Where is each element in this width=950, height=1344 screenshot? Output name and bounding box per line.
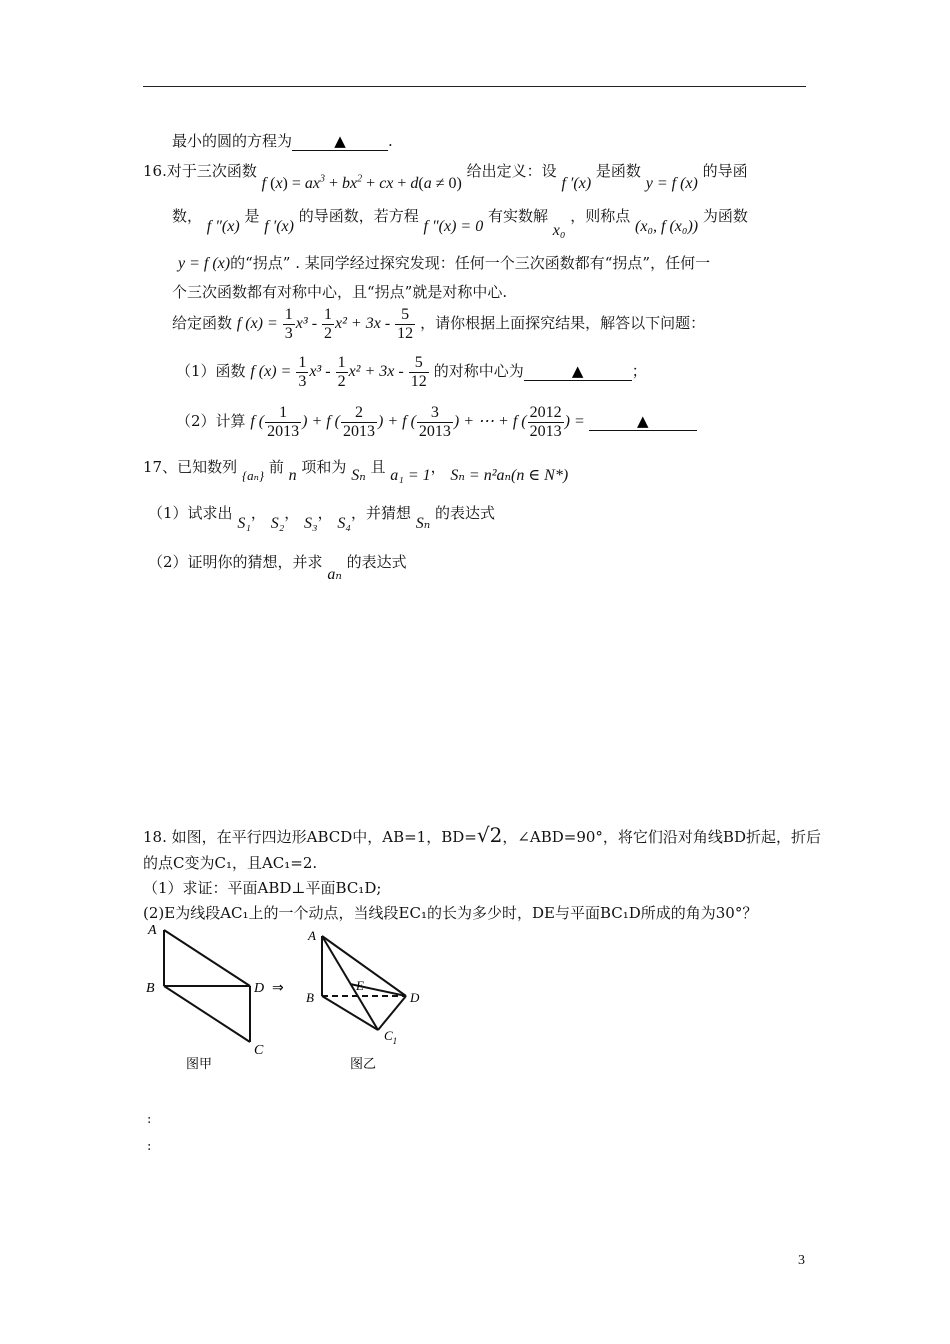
answer-marker: ▲ [571,362,584,381]
question-number: 16. [143,162,167,180]
q16-line-4: 个三次函数都有对称中心，且“拐点”就是对称中心. [172,283,508,301]
q17-part-1: （1）试求出 S₁， S₂， S₃， S₄，并猜想 Sₙ 的表达式 [148,504,496,532]
q16-line-1: 16.对于三次函数 f $(x) = ax^3 + bx^2$ + cx + d(a ≠ 0) 给出定义：设 f ′(x) 是函数 y = f (x) 的导函 [143,162,748,192]
q15-text: 最小的圆的方程为 [172,132,293,150]
arrow-icon: ⇒ [272,981,284,996]
q16-line-5: 给定函数 f (x) = $\frac{1}{3}$ x³ - $\frac{1}{2}$ x² + 3x - $\frac{5}{12}$ ，请你根据上面探究结果，解答以下问题： [172,306,706,342]
sqrt-two: √2 [476,823,503,847]
figure-yi [300,918,440,1078]
function-definition: f (x) = $\frac{1}{3}$ x³ - $\frac{1}{2}$ x² + 3x - $\frac{5}{12}$ [236,306,414,342]
label-C1: $C_1$ [384,1028,398,1046]
figure-jia [140,918,300,1078]
q17-part-2: （2）证明你的猜想，并求 aₙ 的表达式 [148,553,407,583]
sum-expression: f ( $\frac{1}{2013}$ ) + f ( $\frac{2}{2013}$ ) + f ( $\frac{3}{2013}$ ) + ⋯ + f ( $\frac{2012}{2013}$ ) = [250,404,585,440]
q18-line-1: 18. 如图，在平行四边形ABCD中，AB=1，BD=√2，∠ABD=90°，将它们沿对角线BD折起，折后 [143,823,821,847]
label-D: D [410,990,420,1005]
page-number: 3 [798,1253,805,1268]
label-B: B [146,981,155,996]
answer-marker: ▲ [334,132,346,150]
answer-blank [589,412,697,431]
label-C: C [254,1043,264,1058]
q18-line-2: 的点C变为C₁，且AC₁=2. [143,854,318,872]
colon-mark: : [147,1139,152,1154]
figure-caption: 图甲 [186,1057,213,1072]
q16-part-2: （2）计算 f ( $\frac{1}{2013}$ ) + f ( $\frac{2}{2013}$ ) + f ( $\frac{3}{2013}$ ) + ⋯ + f ( $\frac{2012}{2013}$ ) = ▲ [176,404,697,444]
q15-answer-line: 最小的圆的方程为 ▲ . [172,132,393,150]
answer-blank [292,132,388,151]
label-E: E [356,978,364,993]
label-B: B [306,990,314,1005]
q17-line-1: 17、已知数列 {aₙ} 前 n 项和为 Sₙ 且 a₁ = 1， Sₙ = n²aₙ(n ∈ N*) [143,458,569,484]
answer-blank [524,362,632,381]
header-rule [143,86,806,87]
answer-marker: ▲ [636,412,649,431]
q16-part-1: （1）函数 f (x) = $\frac{1}{3}$ x³ - $\frac{1}{2}$ x² + 3x - $\frac{5}{12}$ 的对称中心为 ▲ ； [176,354,647,390]
label-A: A [148,923,157,938]
q16-line-3: y = f (x)的“拐点” . 某同学经过探究发现：任何一个三次函数都有“拐点”，任何一 [178,254,711,272]
math-fprime: f ′(x) [561,175,592,192]
q18-part-1: （1）求证：平面ABD⊥平面BC₁D; [143,879,382,897]
label-A: A [308,928,316,943]
figure-caption: 图乙 [350,1057,377,1072]
q18-part-2: (2)E为线段AC₁上的一个动点，当线段EC₁的长为多少时，DE与平面BC₁D所成的角为30°？ [143,904,758,922]
label-D: D [254,981,265,996]
math-y: y = f (x) [645,175,698,192]
colon-mark: : [147,1112,152,1127]
math-expr: f $(x) = ax^3 + bx^2$ + cx + d(a ≠ 0) [261,173,462,192]
q16-line-2: 数， f ″(x) 是 f ′(x) 的导函数，若方程 f ″(x) = 0 有实数解 x₀ ，则称点 (x₀, f (x₀)) 为函数 [172,207,748,239]
